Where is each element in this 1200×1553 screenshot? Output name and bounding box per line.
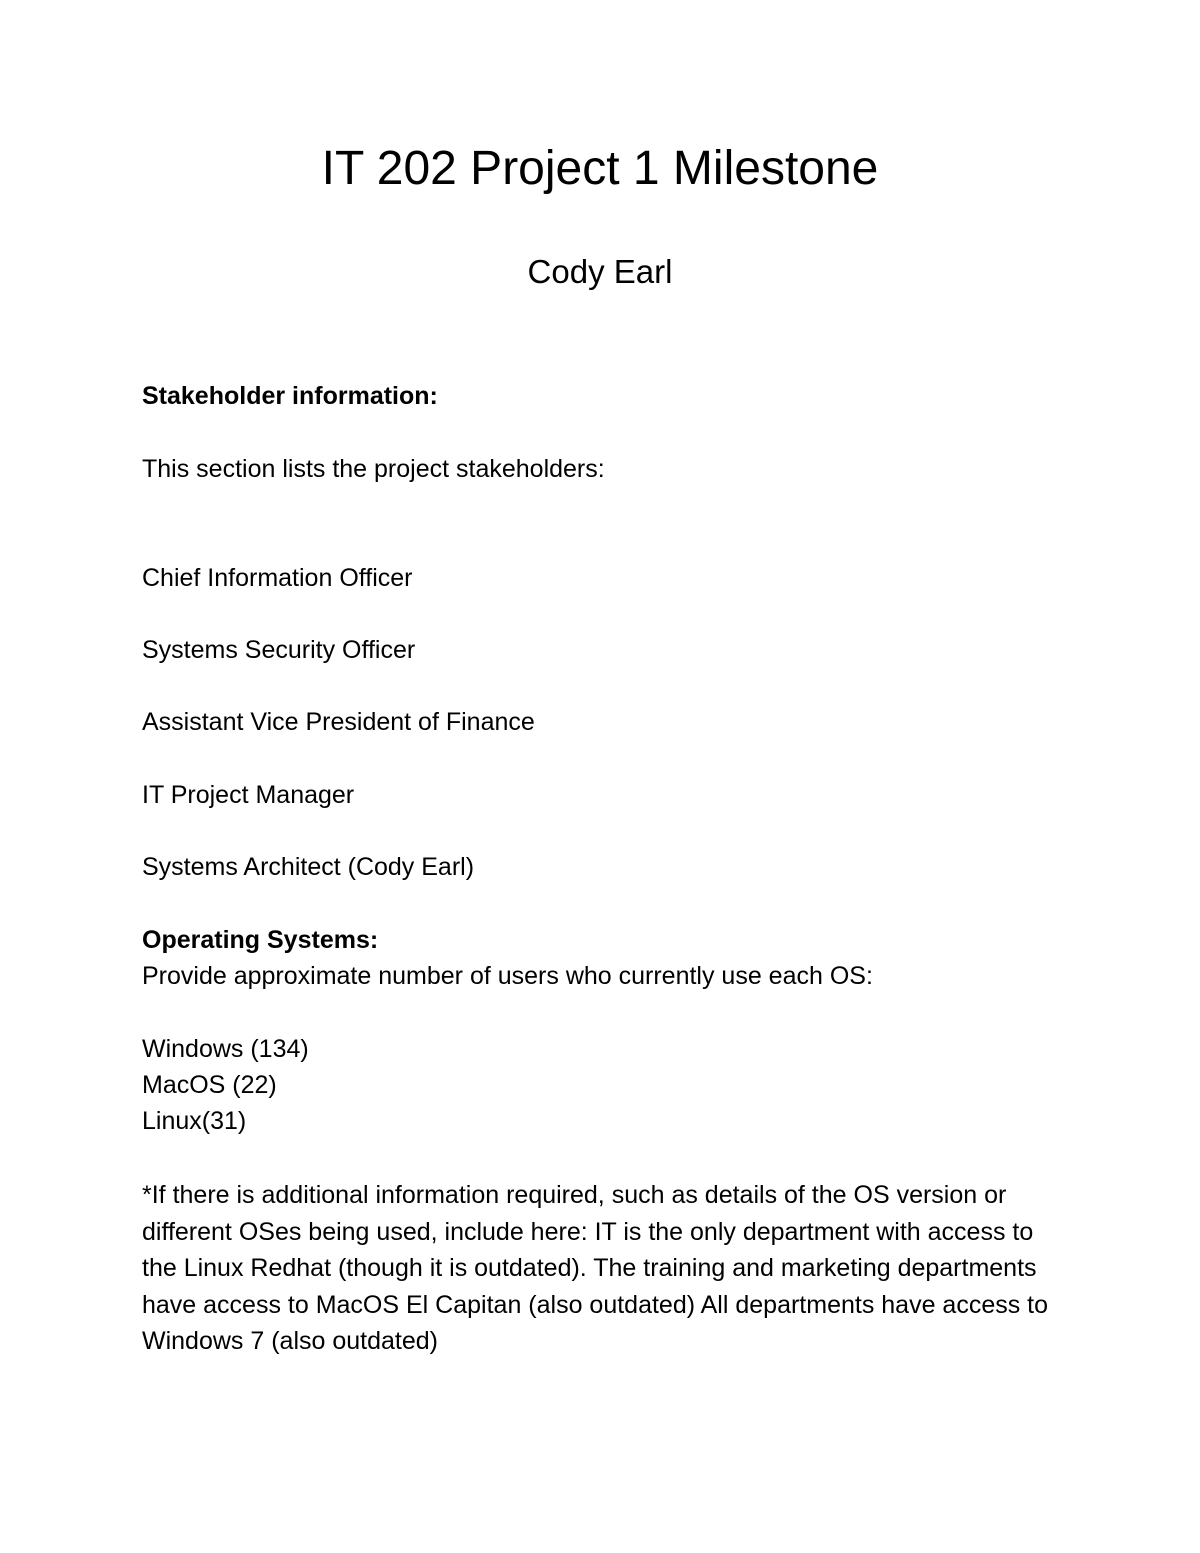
stakeholder-item-project-manager: IT Project Manager xyxy=(142,781,355,809)
stakeholder-item-avp-finance: Assistant Vice President of Finance xyxy=(142,708,535,736)
document-title: IT 202 Project 1 Milestone xyxy=(321,142,879,195)
stakeholder-item-systems-architect: Systems Architect (Cody Earl) xyxy=(142,853,475,881)
os-item-windows: Windows (134) xyxy=(142,1035,309,1063)
stakeholder-item-cio: Chief Information Officer xyxy=(142,564,413,592)
stakeholder-heading: Stakeholder information: xyxy=(142,382,438,410)
stakeholder-intro: This section lists the project stakeholders: xyxy=(142,455,605,483)
document-author: Cody Earl xyxy=(527,253,673,290)
os-intro: Provide approximate number of users who currently use each OS: xyxy=(142,962,873,990)
os-heading: Operating Systems: xyxy=(142,926,379,954)
stakeholder-item-security-officer: Systems Security Officer xyxy=(142,636,416,664)
os-additional-note: *If there is additional information required, such as details of the OS version or different OSes being used, include here: IT is the only department with access to the Linux Redhat (though it is outdated). The training and marketing departments have access to MacOS El Capitan (also outdated) All departments have access to Windows 7 (also outdated) xyxy=(142,1181,1049,1355)
os-item-linux: Linux(31) xyxy=(142,1107,247,1135)
os-item-macos: MacOS (22) xyxy=(142,1071,277,1099)
